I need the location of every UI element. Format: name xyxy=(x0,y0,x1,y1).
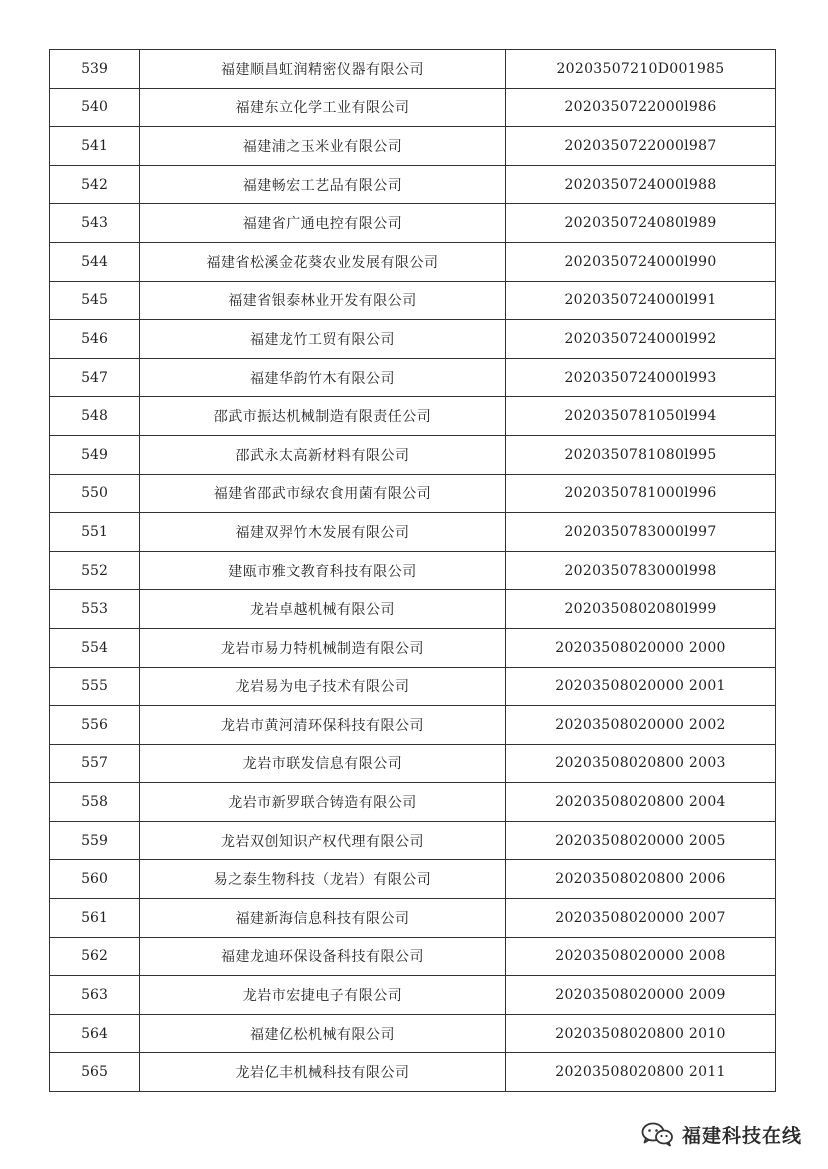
registration-code: 20203508020800 2011 xyxy=(506,1053,776,1092)
table-row xyxy=(50,551,776,590)
row-number: 551 xyxy=(50,513,140,552)
table-row xyxy=(50,744,776,783)
row-number: 550 xyxy=(50,474,140,513)
row-number: 548 xyxy=(50,397,140,436)
table-row xyxy=(50,281,776,320)
table-row xyxy=(50,976,776,1015)
company-name: 龙岩易为电子技术有限公司 xyxy=(140,667,506,706)
company-name: 龙岩卓越机械有限公司 xyxy=(140,590,506,629)
row-number: 552 xyxy=(50,551,140,590)
table-row xyxy=(50,165,776,204)
row-number: 553 xyxy=(50,590,140,629)
table-row xyxy=(50,474,776,513)
row-number: 561 xyxy=(50,899,140,938)
registration-code: 20203508020800 2010 xyxy=(506,1014,776,1053)
registration-code: 20203508020000 2008 xyxy=(506,937,776,976)
table-row xyxy=(50,899,776,938)
company-name: 福建亿松机械有限公司 xyxy=(140,1014,506,1053)
company-name: 龙岩市宏捷电子有限公司 xyxy=(140,976,506,1015)
row-number: 539 xyxy=(50,50,140,89)
row-number: 563 xyxy=(50,976,140,1015)
watermark-text: 福建科技在线 xyxy=(681,1124,802,1147)
company-name: 福建龙迪环保设备科技有限公司 xyxy=(140,937,506,976)
registration-code: 2020350724000l992 xyxy=(506,320,776,359)
table-body xyxy=(50,50,776,1092)
registration-code: 20203508020800 2006 xyxy=(506,860,776,899)
company-name: 邵武市振达机械制造有限责任公司 xyxy=(140,397,506,436)
company-name: 龙岩市新罗联合铸造有限公司 xyxy=(140,783,506,822)
table-row xyxy=(50,783,776,822)
wechat-icon xyxy=(640,1121,674,1147)
registration-code: 2020350783000l997 xyxy=(506,513,776,552)
registration-code: 2020350724000l988 xyxy=(506,165,776,204)
row-number: 545 xyxy=(50,281,140,320)
registration-code: 2020350802080l999 xyxy=(506,590,776,629)
registration-code: 2020350724000l991 xyxy=(506,281,776,320)
row-number: 559 xyxy=(50,821,140,860)
registration-table xyxy=(49,49,776,1092)
company-name: 福建省银泰林业开发有限公司 xyxy=(140,281,506,320)
company-name: 福建省邵武市绿农食用菌有限公司 xyxy=(140,474,506,513)
table-row xyxy=(50,706,776,745)
company-name: 福建双羿竹木发展有限公司 xyxy=(140,513,506,552)
table-row xyxy=(50,860,776,899)
company-name: 福建新海信息科技有限公司 xyxy=(140,899,506,938)
watermark xyxy=(640,1119,802,1149)
company-name: 龙岩市黄河清环保科技有限公司 xyxy=(140,706,506,745)
registration-code: 2020350781050l994 xyxy=(506,397,776,436)
row-number: 565 xyxy=(50,1053,140,1092)
row-number: 555 xyxy=(50,667,140,706)
company-name: 建瓯市雅文教育科技有限公司 xyxy=(140,551,506,590)
registration-code: 20203508020000 2001 xyxy=(506,667,776,706)
row-number: 554 xyxy=(50,628,140,667)
company-name: 龙岩双创知识产权代理有限公司 xyxy=(140,821,506,860)
registration-code: 2020350724000l990 xyxy=(506,242,776,281)
row-number: 542 xyxy=(50,165,140,204)
registration-code: 20203508020000 2009 xyxy=(506,976,776,1015)
row-number: 547 xyxy=(50,358,140,397)
table-row xyxy=(50,513,776,552)
registration-code: 20203508020000 2005 xyxy=(506,821,776,860)
row-number: 543 xyxy=(50,204,140,243)
company-name: 福建畅宏工艺品有限公司 xyxy=(140,165,506,204)
registration-code: 20203508020000 2000 xyxy=(506,628,776,667)
company-name: 龙岩亿丰机械科技有限公司 xyxy=(140,1053,506,1092)
table-row xyxy=(50,127,776,166)
row-number: 557 xyxy=(50,744,140,783)
row-number: 541 xyxy=(50,127,140,166)
row-number: 540 xyxy=(50,88,140,127)
registration-code: 2020350722000l986 xyxy=(506,88,776,127)
row-number: 549 xyxy=(50,435,140,474)
row-number: 556 xyxy=(50,706,140,745)
row-number: 564 xyxy=(50,1014,140,1053)
company-name: 龙岩市易力特机械制造有限公司 xyxy=(140,628,506,667)
registration-code: 2020350781000l996 xyxy=(506,474,776,513)
company-name: 易之泰生物科技（龙岩）有限公司 xyxy=(140,860,506,899)
registration-code: 2020350783000l998 xyxy=(506,551,776,590)
table-row xyxy=(50,435,776,474)
company-name: 福建省广通电控有限公司 xyxy=(140,204,506,243)
row-number: 558 xyxy=(50,783,140,822)
company-name: 邵武永太高新材料有限公司 xyxy=(140,435,506,474)
registration-code: 2020350724000l993 xyxy=(506,358,776,397)
table-row xyxy=(50,1053,776,1092)
company-name: 福建龙竹工贸有限公司 xyxy=(140,320,506,359)
table-row xyxy=(50,397,776,436)
company-name: 福建东立化学工业有限公司 xyxy=(140,88,506,127)
registration-code: 2020350724080l989 xyxy=(506,204,776,243)
row-number: 544 xyxy=(50,242,140,281)
company-name: 福建省松溪金花葵农业发展有限公司 xyxy=(140,242,506,281)
table-row xyxy=(50,358,776,397)
table-row xyxy=(50,88,776,127)
table-row xyxy=(50,320,776,359)
row-number: 560 xyxy=(50,860,140,899)
registration-code: 20203508020000 2002 xyxy=(506,706,776,745)
table-row xyxy=(50,242,776,281)
row-number: 546 xyxy=(50,320,140,359)
company-name: 福建浦之玉米业有限公司 xyxy=(140,127,506,166)
registration-code: 20203508020800 2004 xyxy=(506,783,776,822)
table-row xyxy=(50,937,776,976)
company-name: 龙岩市联发信息有限公司 xyxy=(140,744,506,783)
registration-code: 20203508020800 2003 xyxy=(506,744,776,783)
table-row xyxy=(50,204,776,243)
registration-code: 20203507210D001985 xyxy=(506,50,776,89)
company-name: 福建顺昌虹润精密仪器有限公司 xyxy=(140,50,506,89)
registration-code: 2020350781080l995 xyxy=(506,435,776,474)
row-number: 562 xyxy=(50,937,140,976)
table-row xyxy=(50,50,776,89)
registration-code: 20203508020000 2007 xyxy=(506,899,776,938)
registration-code: 2020350722000l987 xyxy=(506,127,776,166)
table-row xyxy=(50,1014,776,1053)
company-name: 福建华韵竹木有限公司 xyxy=(140,358,506,397)
table-row xyxy=(50,628,776,667)
table-row xyxy=(50,821,776,860)
table-row xyxy=(50,667,776,706)
table-row xyxy=(50,590,776,629)
